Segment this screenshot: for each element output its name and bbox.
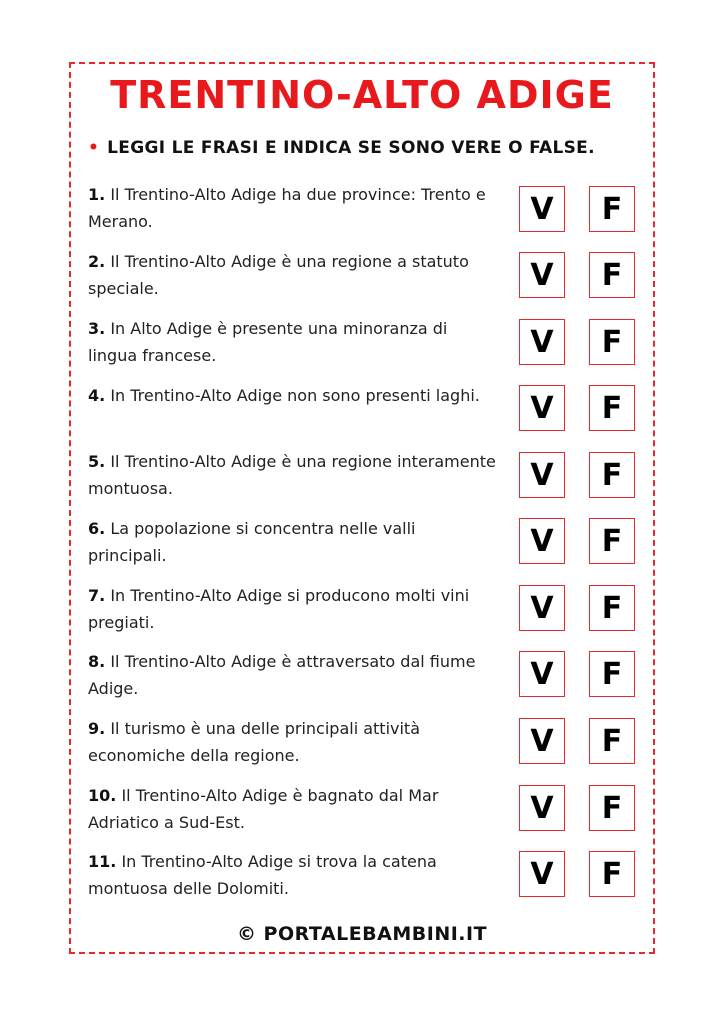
true-checkbox[interactable]: V bbox=[519, 186, 565, 232]
question-text: In Trentino-Alto Adige si trova la catena montuosa delle Dolomiti. bbox=[88, 852, 437, 898]
true-checkbox[interactable]: V bbox=[519, 785, 565, 831]
false-checkbox[interactable]: F bbox=[589, 518, 635, 564]
false-checkbox[interactable]: F bbox=[589, 718, 635, 764]
question-item bbox=[88, 515, 498, 569]
false-checkbox[interactable]: F bbox=[589, 252, 635, 298]
true-checkbox[interactable]: V bbox=[519, 452, 565, 498]
question-item bbox=[88, 648, 498, 702]
question-text: La popolazione si concentra nelle valli principali. bbox=[88, 519, 416, 565]
true-checkbox[interactable]: V bbox=[519, 252, 565, 298]
page-title: TRENTINO-ALTO ADIGE bbox=[110, 73, 614, 117]
question-number: 2. bbox=[88, 252, 106, 271]
question-number: 6. bbox=[88, 519, 106, 538]
question-text: Il Trentino-Alto Adige è una regione a statuto speciale. bbox=[88, 252, 469, 298]
question-item bbox=[88, 782, 498, 836]
true-checkbox[interactable]: V bbox=[519, 851, 565, 897]
false-checkbox[interactable]: F bbox=[589, 851, 635, 897]
question-item bbox=[88, 315, 498, 369]
question-item bbox=[88, 382, 498, 409]
false-checkbox[interactable]: F bbox=[589, 186, 635, 232]
question-text: Il turismo è una delle principali attività economiche della regione. bbox=[88, 719, 421, 765]
true-checkbox[interactable]: V bbox=[519, 385, 565, 431]
question-number: 1. bbox=[88, 185, 106, 204]
footer-copyright: © PORTALEBAMBINI.IT bbox=[236, 923, 488, 945]
instruction-text: LEGGI LE FRASI E INDICA SE SONO VERE O FALSE. bbox=[107, 138, 595, 158]
true-checkbox[interactable]: V bbox=[519, 319, 565, 365]
question-text: In Alto Adige è presente una minoranza di lingua francese. bbox=[88, 319, 448, 365]
question-number: 3. bbox=[88, 319, 106, 338]
true-checkbox[interactable]: V bbox=[519, 651, 565, 697]
question-number: 4. bbox=[88, 386, 106, 405]
question-item bbox=[88, 181, 498, 235]
question-item bbox=[88, 582, 498, 636]
question-text: Il Trentino-Alto Adige è una regione interamente montuosa. bbox=[88, 452, 496, 498]
bullet-icon: • bbox=[88, 138, 100, 158]
false-checkbox[interactable]: F bbox=[589, 452, 635, 498]
true-checkbox[interactable]: V bbox=[519, 518, 565, 564]
true-checkbox[interactable]: V bbox=[519, 585, 565, 631]
question-number: 7. bbox=[88, 586, 106, 605]
question-text: Il Trentino-Alto Adige ha due province: Trento e Merano. bbox=[88, 185, 486, 231]
false-checkbox[interactable]: F bbox=[589, 385, 635, 431]
false-checkbox[interactable]: F bbox=[589, 651, 635, 697]
question-item bbox=[88, 715, 498, 769]
question-text: In Trentino-Alto Adige si producono molti vini pregiati. bbox=[88, 586, 470, 632]
false-checkbox[interactable]: F bbox=[589, 319, 635, 365]
false-checkbox[interactable]: F bbox=[589, 585, 635, 631]
instruction bbox=[88, 136, 595, 160]
question-text: Il Trentino-Alto Adige è bagnato dal Mar Adriatico a Sud-Est. bbox=[88, 786, 439, 832]
question-item bbox=[88, 448, 498, 502]
question-number: 11. bbox=[88, 852, 117, 871]
question-item bbox=[88, 848, 498, 902]
false-checkbox[interactable]: F bbox=[589, 785, 635, 831]
question-text: Il Trentino-Alto Adige è attraversato dal fiume Adige. bbox=[88, 652, 476, 698]
question-text: In Trentino-Alto Adige non sono presenti laghi. bbox=[110, 386, 480, 405]
question-number: 10. bbox=[88, 786, 117, 805]
question-number: 8. bbox=[88, 652, 106, 671]
question-item bbox=[88, 248, 498, 302]
question-number: 9. bbox=[88, 719, 106, 738]
true-checkbox[interactable]: V bbox=[519, 718, 565, 764]
question-number: 5. bbox=[88, 452, 106, 471]
